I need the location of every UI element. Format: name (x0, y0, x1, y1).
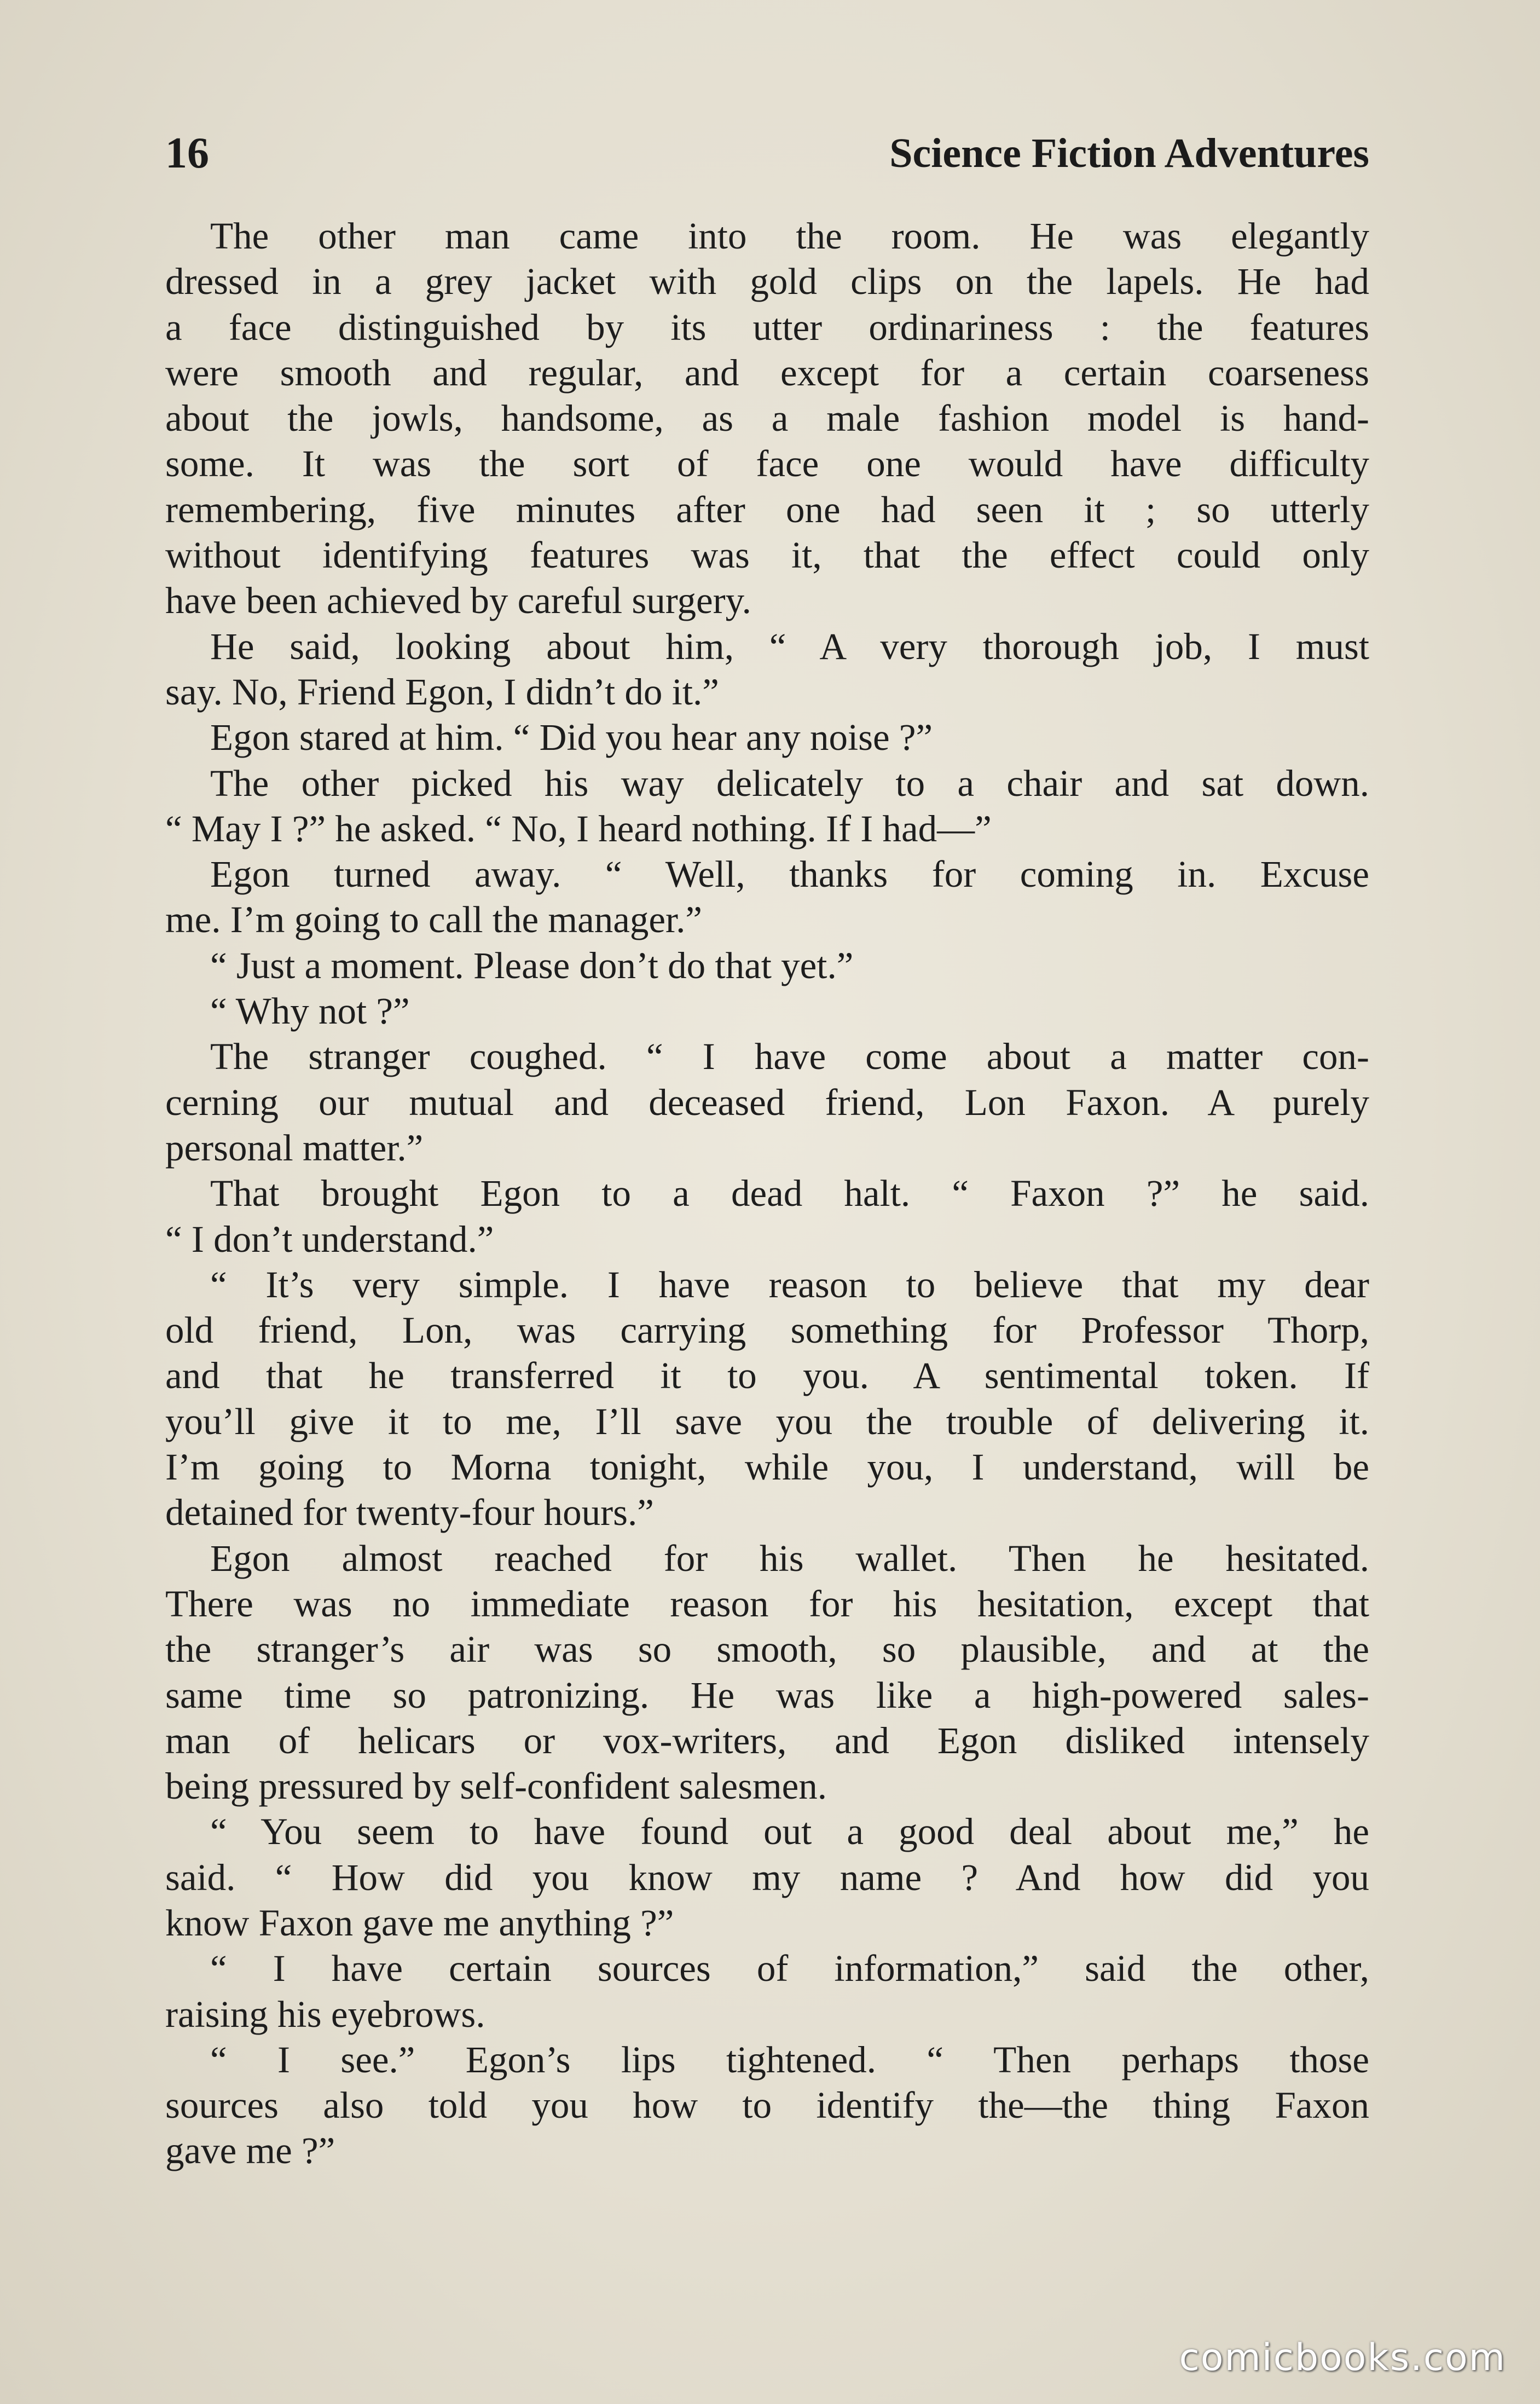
text-line: being pressured by self-confident salesmen. (165, 1765, 827, 1807)
text-line: personal matter.” (165, 1126, 424, 1169)
text-line: Egon stared at him. “ Did you hear any noise ?” (210, 716, 933, 759)
text-line: “ I see.” Egon’s lips tightened. “ Then perhaps those (210, 2038, 1369, 2081)
text-line: That brought Egon to a dead halt. “ Faxon ?” he said. (210, 1172, 1369, 1215)
text-line: “ I have certain sources of information,” said the other, (210, 1948, 1369, 1990)
text-line: the stranger’s air was so smooth, so plausible, and at the (165, 1628, 1369, 1671)
text-line: dressed in a grey jacket with gold clips on the lapels. He had (165, 261, 1369, 303)
text-line: you’ll give it to me, I’ll save you the trouble of delivering it. (165, 1400, 1369, 1442)
text-line: know Faxon gave me anything ?” (165, 1902, 674, 1944)
text-line: about the jowls, handsome, as a male fashion model is hand- (165, 397, 1369, 440)
text-line: say. No, Friend Egon, I didn’t do it.” (165, 671, 719, 713)
text-line: same time so patronizing. He was like a high-powered sales- (165, 1674, 1369, 1716)
text-line: “ Just a moment. Please don’t do that yet.” (210, 944, 854, 986)
text-line: detained for twenty-four hours.” (165, 1492, 654, 1534)
watermark: comicbooks.com (1179, 2336, 1506, 2379)
text-line: raising his eyebrows. (165, 1993, 485, 2035)
text-line: old friend, Lon, was carrying something for Professor Thorp, (165, 1309, 1369, 1351)
text-line: He said, looking about him, “ A very thorough job, I must (210, 625, 1369, 667)
text-line: “ It’s very simple. I have reason to believe that my dear (210, 1263, 1369, 1305)
text-line: sources also told you how to identify the—the thing Faxon (165, 2084, 1369, 2126)
text-line: and that he transferred it to you. A sentimental token. If (165, 1355, 1369, 1397)
text-line: The stranger coughed. “ I have come about a matter con- (210, 1036, 1369, 1078)
text-line: without identifying features was it, that the effect could only (165, 534, 1369, 576)
text-line: The other picked his way delicately to a chair and sat down. (210, 762, 1369, 804)
text-line: cerning our mutual and deceased friend, Lon Faxon. A purely (165, 1081, 1369, 1123)
text-line: a face distinguished by its utter ordinariness : the features (165, 306, 1369, 348)
text-line: “ You seem to have found out a good deal about me,” he (210, 1811, 1369, 1853)
text-line: “ Why not ?” (210, 990, 410, 1032)
text-line: Egon turned away. “ Well, thanks for coming in. Excuse (210, 853, 1369, 895)
text-line: “ May I ?” he asked. “ No, I heard nothing. If I had—” (165, 807, 992, 850)
text-line: some. It was the sort of face one would have difficulty (165, 443, 1369, 485)
text-line: Egon almost reached for his wallet. Then he hesitated. (210, 1537, 1369, 1579)
text-line: “ I don’t understand.” (165, 1218, 494, 1260)
text-line: said. “ How did you know my name ? And how did you (165, 1856, 1369, 1898)
body-text (165, 213, 1369, 2174)
text-line: remembering, five minutes after one had seen it ; so utterly (165, 488, 1369, 530)
page-header (165, 120, 1369, 186)
text-line: were smooth and regular, and except for a certain coarseness (165, 351, 1369, 394)
text-line: I’m going to Morna tonight, while you, I understand, will be (165, 1446, 1369, 1488)
text-line: me. I’m going to call the manager.” (165, 899, 702, 941)
text-line: The other man came into the room. He was elegantly (210, 215, 1369, 257)
text-line: gave me ?” (165, 2130, 335, 2172)
text-line: man of helicars or vox-writers, and Egon disliked intensely (165, 1719, 1369, 1761)
page-number: 16 (165, 129, 209, 177)
running-head: Science Fiction Adventures (889, 130, 1369, 176)
text-line: have been achieved by careful surgery. (165, 580, 751, 622)
text-line: There was no immediate reason for his hesitation, except that (165, 1582, 1369, 1625)
